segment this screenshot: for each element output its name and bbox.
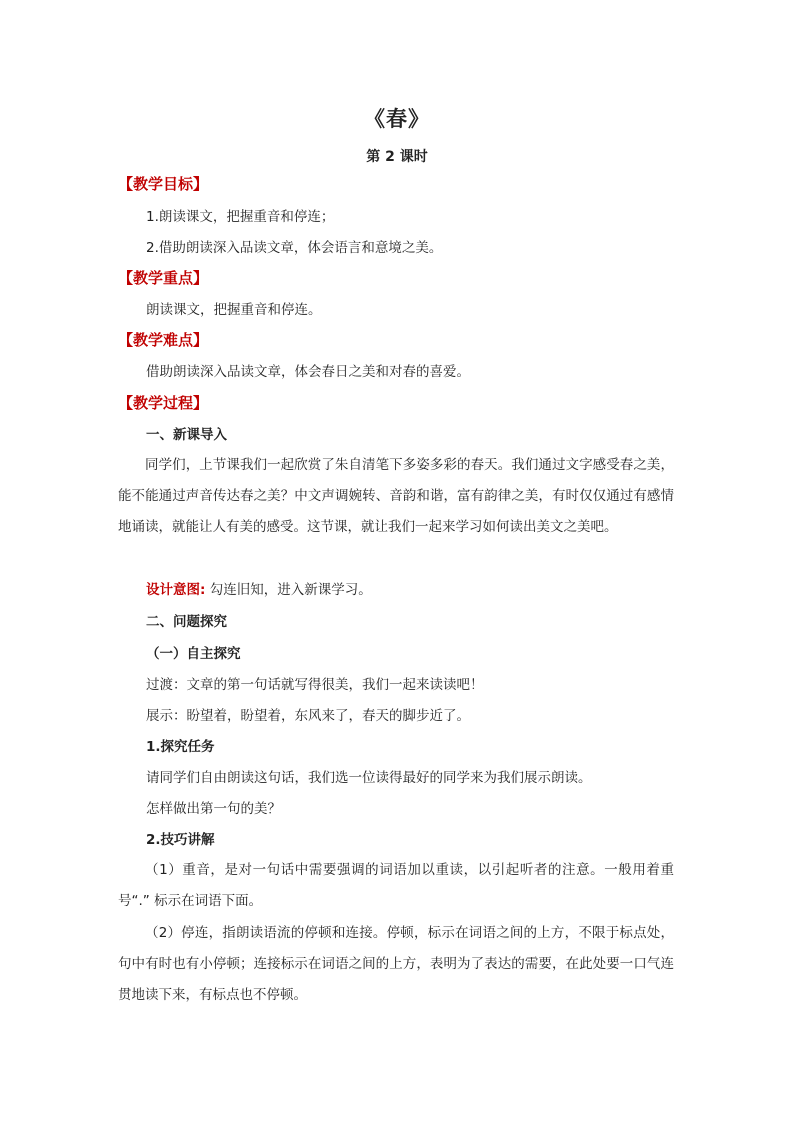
design-intent-label: 设计意图:: [146, 582, 206, 598]
objectives-heading: 【教学目标】: [118, 175, 209, 193]
section-intro-heading: 一、新课导入: [146, 427, 227, 443]
section-inquiry-heading: 二、问题探究: [146, 614, 227, 630]
transition-text: 过渡：文章的第一句话就写得很美，我们一起来读读吧！: [146, 677, 484, 693]
task-heading: 1.探究任务: [146, 739, 215, 755]
skill-heading: 2.技巧讲解: [146, 832, 215, 848]
difficulty-heading: 【教学难点】: [118, 331, 209, 349]
skill-paragraph-pause: （2）停连，指朗读语流的停顿和连接。停顿，标示在词语之间的上方，不限于标点处，句中有时也有小停顿；连接标示在词语之间的上方，表明为了表达的需要，在此处要一口气连贯地读下来，有标点也不停顿。: [118, 925, 674, 1003]
focus-heading: 【教学重点】: [118, 269, 209, 287]
design-intent: [146, 581, 372, 599]
focus-text: 朗读课文，把握重音和停连。: [146, 302, 322, 318]
process-heading: 【教学过程】: [118, 394, 209, 412]
display-text: 展示：盼望着，盼望着，东风来了，春天的脚步近了。: [146, 708, 470, 724]
objective-1: 1.朗读课文，把握重音和停连；: [146, 209, 335, 225]
self-inquiry-heading: （一）自主探究: [146, 646, 241, 662]
skill-paragraph-stress: （1）重音，是对一句话中需要强调的词语加以重读，以引起听者的注意。一般用着重号“.” 标示在词语下面。: [118, 862, 674, 909]
question-text: 怎样做出第一句的美？: [146, 801, 281, 817]
difficulty-text: 借助朗读深入品读文章，体会春日之美和对春的喜爱。: [146, 364, 470, 380]
lesson-subtitle: 第 2 课时: [366, 149, 428, 165]
intro-paragraph: 同学们，上节课我们一起欣赏了朱自清笔下多姿多彩的春天。我们通过文字感受春之美，能不能通过声音传达春之美？中文声调婉转、音韵和谐，富有韵律之美，有时仅仅通过有感情地诵读，就能让人有美的感受。这节课，就让我们一起来学习如何读出美文之美吧。: [118, 457, 674, 535]
design-intent-text: 勾连旧知，进入新课学习。: [205, 582, 372, 598]
document-title: 《春》: [364, 107, 430, 131]
task-text: 请同学们自由朗读这句话，我们选一位读得最好的同学来为我们展示朗读。: [146, 770, 592, 786]
objective-2: 2.借助朗读深入品读文章，体会语言和意境之美。: [146, 240, 443, 256]
